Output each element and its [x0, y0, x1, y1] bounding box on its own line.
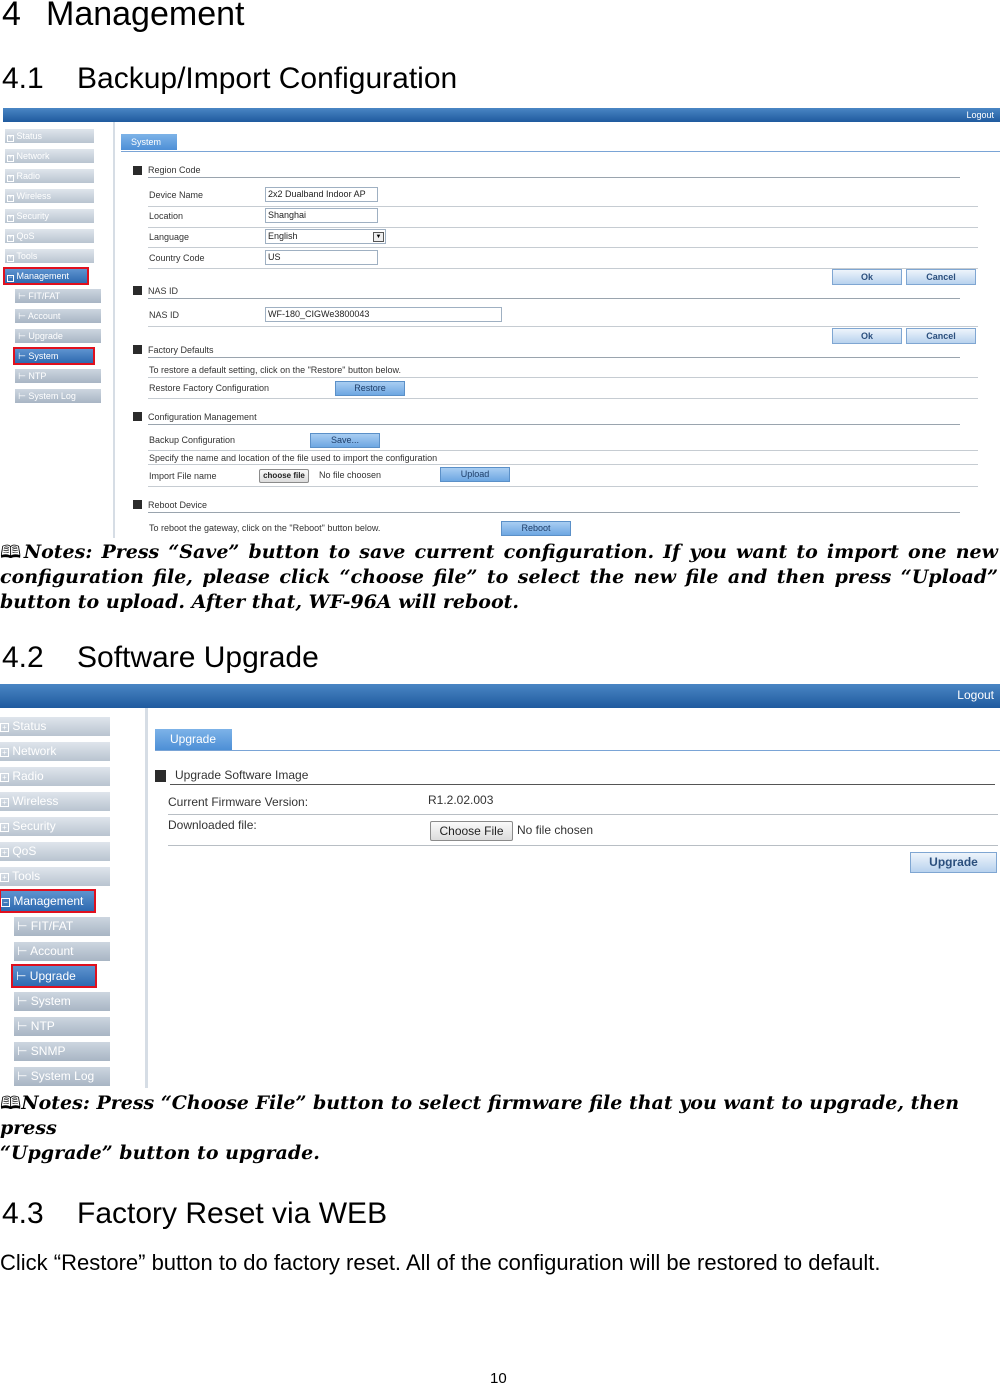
field-label: Current Firmware Version:: [168, 795, 309, 809]
expand-icon: +: [0, 748, 9, 757]
sidebar-item-network[interactable]: [0, 742, 110, 761]
header-bar: [3, 108, 1000, 122]
row-divider: [148, 227, 978, 228]
note-text: Notes: Press “Save” button to save current configuration. If you want to import one new configuration file, please click “choose file” to select the new file and then press “Upload” button to upload. After that, WF-96A will reboot.: [0, 541, 998, 613]
sidebar-item-label: Status: [16, 131, 43, 141]
section-title: Region Code: [148, 165, 201, 175]
heading-backup-import: [2, 62, 457, 96]
row-divider: [168, 814, 998, 815]
submenu-item-label: NTP: [28, 371, 47, 381]
submenu-item-fitfat[interactable]: ⊢ FIT/FAT: [15, 289, 101, 303]
ok-button[interactable]: Ok: [832, 269, 902, 285]
submenu-item-label: SNMP: [30, 1044, 66, 1058]
sidebar-item-label: Tools: [16, 251, 38, 261]
expand-icon: +: [0, 798, 9, 807]
no-file-text: No file choosen: [319, 470, 382, 480]
device-name-field[interactable]: 2x2 Dualband Indoor AP: [265, 187, 378, 202]
upload-button[interactable]: Upload: [440, 467, 510, 482]
submenu-item-label: Account: [27, 311, 61, 321]
choose-file-button[interactable]: Choose File: [430, 821, 513, 841]
submenu-item-fitfat[interactable]: ⊢ FIT/FAT: [14, 917, 110, 936]
tab-label: Upgrade: [170, 732, 217, 746]
submenu-item-system-log[interactable]: ⊢ System Log: [15, 389, 101, 403]
submenu-item-label: NTP: [30, 1019, 55, 1033]
submenu-item-system-log[interactable]: ⊢ System Log: [14, 1067, 110, 1086]
heading-management: [2, 0, 244, 34]
choose-file-button[interactable]: choose file: [259, 469, 309, 483]
submenu-item-label: System: [28, 351, 59, 361]
factory-description: To restore a default setting, click on the "Restore" button below.: [149, 365, 402, 375]
reboot-description: To reboot the gateway, click on the "Reboot" button below.: [149, 523, 381, 533]
heading-number: 4.1: [2, 62, 44, 95]
row-divider: [148, 450, 978, 451]
tab-system[interactable]: [121, 134, 177, 150]
field-label: Location: [149, 211, 184, 221]
sidebar-item-network[interactable]: [5, 149, 94, 163]
expand-icon: +: [0, 823, 9, 832]
tab-underline: [121, 151, 1000, 152]
expand-icon: +: [8, 135, 13, 141]
sidebar-item-security[interactable]: [5, 209, 94, 223]
restore-button[interactable]: Restore: [335, 381, 405, 396]
no-file-text: No file chosen: [517, 823, 594, 837]
submenu-item-upgrade[interactable]: ⊢ Upgrade: [13, 966, 95, 986]
sidebar-item-security[interactable]: [0, 817, 110, 836]
section-title: NAS ID: [148, 286, 179, 296]
expand-icon: +: [8, 155, 13, 161]
section-marker: [133, 500, 142, 509]
heading-factory-reset: [2, 1197, 387, 1231]
firmware-version-value: R1.2.02.003: [428, 793, 494, 807]
screenshot-upgrade-page: [0, 684, 1000, 1088]
heading-software-upgrade: [2, 641, 319, 675]
note-upgrade: [0, 1091, 1000, 1166]
note-text: Notes: Press “Choose File” button to select firmware file that you want to upgrade, then press: [0, 1092, 960, 1139]
sidebar-item-label: Radio: [12, 769, 44, 783]
submenu-item-label: System Log: [30, 1069, 95, 1083]
section-divider: [148, 298, 960, 299]
logout-link[interactable]: Logout: [966, 110, 994, 120]
expand-icon: +: [0, 873, 9, 882]
heading-text: Factory Reset via WEB: [77, 1197, 388, 1230]
submenu-item-ntp[interactable]: ⊢ NTP: [14, 1017, 110, 1036]
section-marker: [133, 286, 142, 295]
expand-icon: +: [0, 723, 9, 732]
field-label: Language: [149, 232, 190, 242]
sidebar-item-management[interactable]: [1, 891, 94, 911]
section-marker: [155, 770, 166, 782]
submenu-item-system[interactable]: ⊢ System: [15, 349, 93, 363]
tab-label: System: [131, 137, 162, 147]
collapse-icon: −: [1, 898, 10, 907]
expand-icon: +: [8, 215, 13, 221]
row-divider: [148, 247, 978, 248]
section-divider: [148, 424, 960, 425]
sidebar-item-label: Network: [12, 744, 57, 758]
reboot-button[interactable]: Reboot: [501, 521, 571, 536]
sidebar-item-tools[interactable]: [0, 867, 110, 886]
submenu-item-snmp[interactable]: ⊢ SNMP: [14, 1042, 110, 1061]
submenu-item-label: Upgrade: [29, 969, 76, 983]
note-line: [0, 1091, 1000, 1141]
save-button[interactable]: Save...: [310, 433, 380, 448]
sidebar-item-wireless[interactable]: [5, 189, 94, 203]
header-bar: [0, 684, 1000, 708]
section-marker: [133, 345, 142, 354]
submenu-item-upgrade[interactable]: ⊢ Upgrade: [15, 329, 101, 343]
sidebar-item-management[interactable]: [5, 269, 87, 283]
section-marker: [133, 412, 142, 421]
sidebar-item-qos[interactable]: [5, 229, 94, 243]
section-divider: [148, 177, 960, 178]
sidebar-item-label: Status: [12, 719, 47, 733]
sidebar-item-label: Management: [16, 271, 70, 281]
section-title: Configuration Management: [148, 412, 257, 422]
nas-id-field[interactable]: WF-180_CIGWe3800043: [265, 307, 502, 322]
field-label: Backup Configuration: [149, 435, 236, 445]
submenu-item-label: FIT/FAT: [30, 919, 74, 933]
row-divider: [148, 398, 978, 399]
screenshot-system-page: [3, 108, 1000, 538]
submenu-item-label: Account: [30, 944, 74, 958]
note-line: “Upgrade” button to upgrade.: [0, 1142, 320, 1164]
submenu-item-account[interactable]: ⊢ Account: [14, 942, 110, 961]
submenu-item-label: System Log: [28, 391, 76, 401]
heading-number: 4: [2, 0, 21, 33]
ok-button[interactable]: Ok: [832, 328, 902, 344]
tab-upgrade[interactable]: [155, 729, 232, 750]
section-title: Upgrade Software Image: [175, 768, 309, 782]
row-divider: [148, 486, 978, 487]
page-number: 10: [490, 1370, 507, 1387]
location-field[interactable]: Shanghai: [265, 208, 378, 223]
field-label: Country Code: [149, 253, 205, 263]
row-divider: [148, 326, 978, 327]
sidebar-item-label: QoS: [12, 844, 37, 858]
cancel-button[interactable]: Cancel: [906, 328, 976, 344]
sidebar-item-label: QoS: [16, 231, 35, 241]
section-divider: [148, 512, 960, 513]
submenu-item-label: FIT/FAT: [28, 291, 61, 301]
collapse-icon: −: [8, 275, 13, 281]
row-divider: [148, 206, 978, 207]
row-divider: [148, 464, 978, 465]
book-icon: 🕮: [0, 1093, 22, 1114]
heading-text: Software Upgrade: [77, 641, 319, 674]
book-icon: 🕮: [0, 542, 24, 563]
row-divider: [168, 845, 998, 846]
field-label: Restore Factory Configuration: [149, 383, 270, 393]
sidebar-divider: [145, 708, 148, 1088]
sidebar-item-wireless[interactable]: [0, 792, 110, 811]
import-description: Specify the name and location of the file used to import the configuration: [149, 453, 438, 463]
field-label: Device Name: [149, 190, 204, 200]
expand-icon: +: [0, 848, 9, 857]
note-backup: [0, 540, 998, 615]
heading-text: Management: [46, 0, 245, 33]
sidebar-item-status[interactable]: [0, 717, 110, 736]
chevron-down-icon[interactable]: ▼: [373, 232, 384, 242]
field-label: NAS ID: [149, 310, 180, 320]
field-label: Import File name: [149, 471, 217, 481]
sidebar-item-tools[interactable]: [5, 249, 94, 263]
sidebar-item-label: Security: [12, 819, 56, 833]
sidebar-item-label: Security: [16, 211, 50, 221]
cancel-button[interactable]: Cancel: [906, 269, 976, 285]
country-code-field[interactable]: US: [265, 250, 378, 265]
submenu-item-system[interactable]: ⊢ System: [14, 992, 110, 1011]
sidebar-item-label: Network: [16, 151, 50, 161]
expand-icon: +: [8, 255, 13, 261]
expand-icon: +: [0, 773, 9, 782]
row-divider: [148, 377, 978, 378]
expand-icon: +: [8, 235, 13, 241]
section-divider: [148, 357, 960, 358]
submenu-item-ntp[interactable]: ⊢ NTP: [15, 369, 101, 383]
sidebar-item-label: Tools: [12, 869, 41, 883]
section-divider: [170, 784, 995, 785]
upgrade-button[interactable]: Upgrade: [910, 852, 997, 873]
sidebar-item-radio[interactable]: [0, 767, 110, 786]
sidebar-divider: [113, 122, 115, 538]
section-title: Factory Defaults: [148, 345, 214, 355]
sidebar-item-label: Management: [13, 894, 84, 908]
expand-icon: +: [8, 175, 13, 181]
language-select[interactable]: English: [265, 229, 386, 244]
sidebar-item-label: Wireless: [16, 191, 52, 201]
section-title: Reboot Device: [148, 500, 208, 510]
field-label: Downloaded file:: [168, 818, 257, 832]
section-marker: [133, 166, 142, 175]
submenu-item-label: Upgrade: [28, 331, 63, 341]
sidebar-item-label: Wireless: [12, 794, 59, 808]
logout-link[interactable]: Logout: [957, 688, 994, 702]
tab-underline: [155, 750, 1000, 751]
factory-reset-paragraph: Click “Restore” button to do factory reset. All of the configuration will be restored to default.: [0, 1250, 881, 1275]
heading-number: 4.2: [2, 641, 44, 674]
sidebar-item-label: Radio: [16, 171, 41, 181]
expand-icon: +: [8, 195, 13, 201]
sidebar-item-qos[interactable]: [0, 842, 110, 861]
heading-number: 4.3: [2, 1197, 44, 1230]
sidebar-item-radio[interactable]: [5, 169, 94, 183]
submenu-item-label: System: [30, 994, 71, 1008]
submenu-item-account[interactable]: ⊢ Account: [15, 309, 101, 323]
heading-text: Backup/Import Configuration: [77, 62, 458, 95]
sidebar-item-status[interactable]: [5, 129, 94, 143]
